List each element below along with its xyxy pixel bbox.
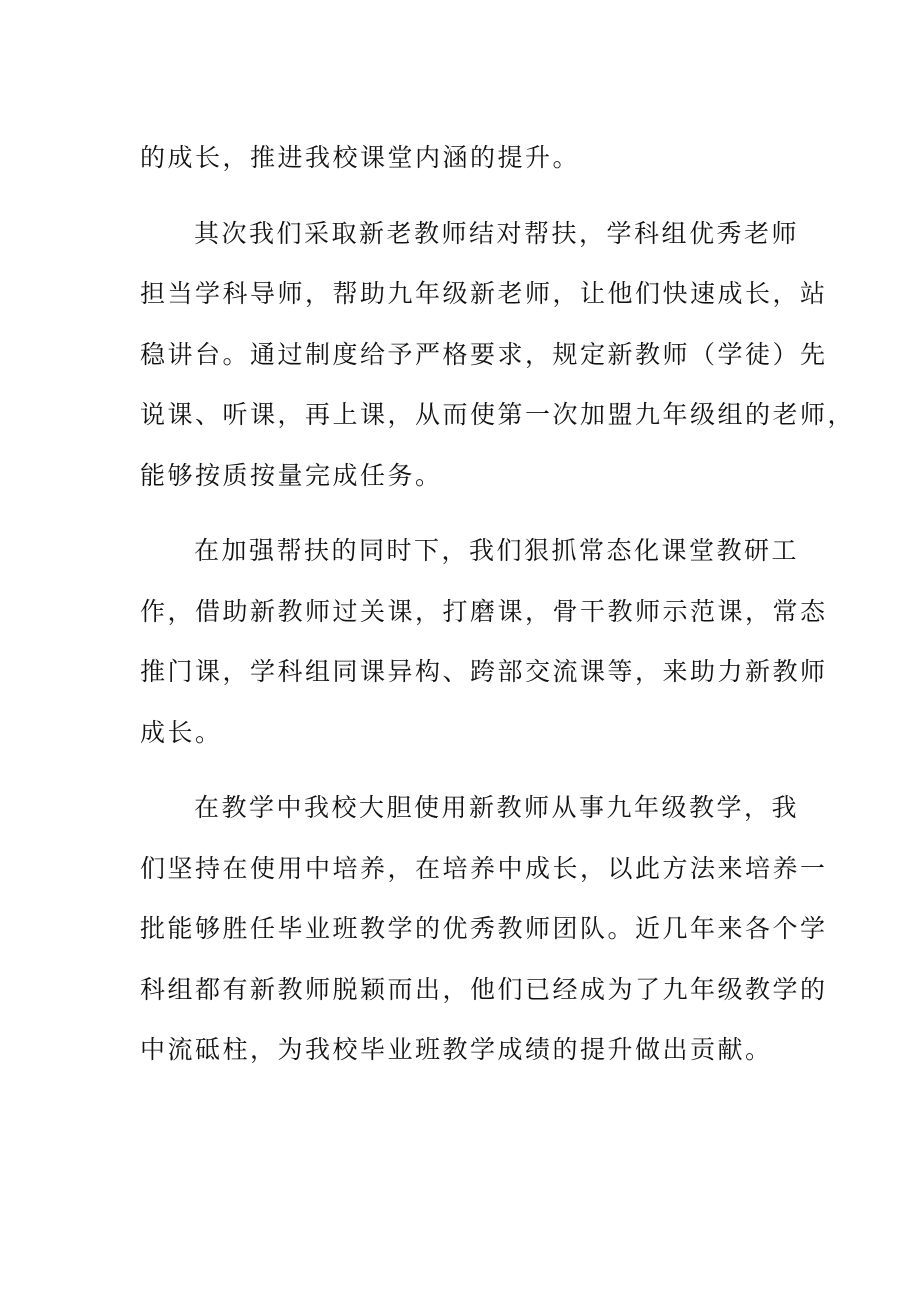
paragraph-gap xyxy=(140,763,782,778)
text-line: 担当学科导师，帮助九年级新老师，让他们快速成长，站 xyxy=(140,279,828,308)
paragraph-gap xyxy=(140,506,782,521)
paragraph xyxy=(140,204,856,507)
text-line: 推门课，学科组同课异构、跨部交流课等，来助力新教师 xyxy=(140,657,828,686)
text-line: 中流砥柱，为我校毕业班教学成绩的提升做出贡献。 xyxy=(140,1035,773,1064)
text-line: 批能够胜任毕业班教学的优秀教师团队。近几年来各个学 xyxy=(140,914,828,943)
text-line: 稳讲台。通过制度给予严格要求，规定新教师（学徒）先 xyxy=(140,339,828,369)
text-line: 在教学中我校大胆使用新教师从事九年级教学，我 xyxy=(194,793,800,822)
text-line: 其次我们采取新老教师结对帮扶，学科组优秀老师 xyxy=(194,218,800,248)
text-line: 成长。 xyxy=(140,717,223,747)
text-line: 在加强帮扶的同时下，我们狠抓常态化课堂教研工 xyxy=(194,536,800,565)
text-line: 说课、听课，再上课，从而使第一次加盟九年级组的老师， xyxy=(140,400,856,429)
text-line: 能够按质按量完成任务。 xyxy=(140,460,443,490)
text-line: 们坚持在使用中培养，在培养中成长，以此方法来培养一 xyxy=(140,853,828,883)
text-line: 作，借助新教师过关课，打磨课，骨干教师示范课，常态 xyxy=(140,596,828,626)
paragraph xyxy=(140,128,782,189)
document-body xyxy=(140,128,856,1081)
text-line: 的成长，推进我校课堂内涵的提升。 xyxy=(140,143,581,172)
paragraph xyxy=(140,521,828,763)
text-line: 科组都有新教师脱颖而出，他们已经成为了九年级教学的 xyxy=(140,974,828,1004)
paragraph-gap xyxy=(140,189,782,204)
paragraph xyxy=(140,778,828,1081)
